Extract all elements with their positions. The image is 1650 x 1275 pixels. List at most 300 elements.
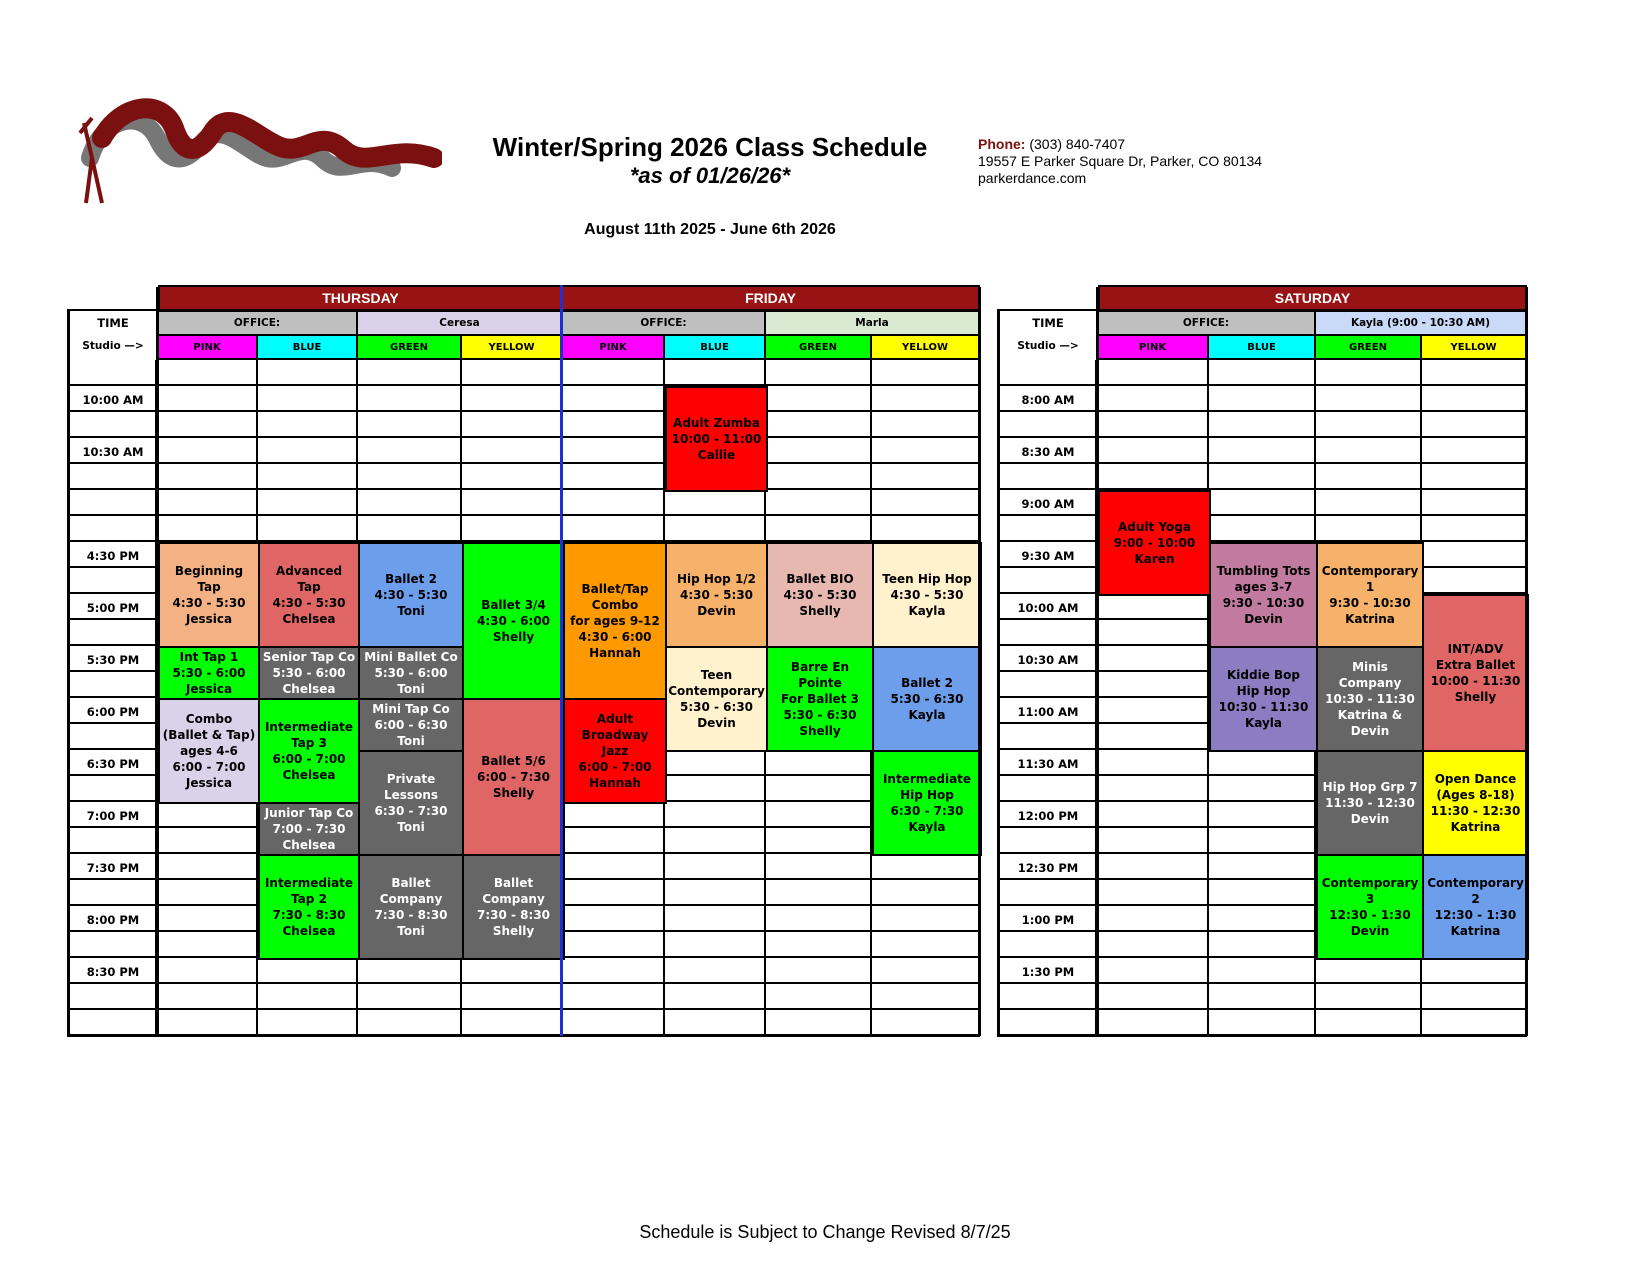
- class-block-text: [1320, 659, 1420, 739]
- class-line: Hip Hop Grp 7: [1322, 780, 1418, 794]
- schedule-slot: [872, 1010, 980, 1036]
- schedule-slot: [358, 438, 462, 464]
- time-row-cell: [998, 1010, 1098, 1036]
- schedule-slot: [665, 958, 766, 984]
- office-person-friday: Marla: [766, 310, 980, 336]
- time-label: 7:30 PM: [86, 861, 140, 875]
- class-block[interactable]: [358, 646, 464, 700]
- schedule-slot: [665, 880, 766, 906]
- class-line: Combo: [185, 712, 233, 726]
- class-line: Intermediate: [264, 876, 354, 890]
- class-block[interactable]: [1316, 646, 1424, 752]
- schedule-slot: [872, 360, 980, 386]
- schedule-slot: [462, 984, 563, 1010]
- class-block[interactable]: [665, 542, 768, 648]
- class-line: ages 3-7: [1234, 580, 1293, 594]
- class-line: Ballet 5/6: [481, 754, 546, 768]
- class-line: Katrina: [1450, 820, 1501, 834]
- class-line: Ballet 3/4: [481, 598, 546, 612]
- schedule-slot: [1098, 984, 1209, 1010]
- class-block-text: [1431, 641, 1521, 705]
- studio-yellow-header: YELLOW: [1422, 336, 1527, 360]
- time-label: 10:30 AM: [1017, 653, 1079, 667]
- class-line: Devin: [1350, 924, 1390, 938]
- time-row-cell: [998, 620, 1098, 646]
- class-line: Private Lessons: [384, 772, 438, 802]
- class-line: 12:30 - 1:30: [1329, 908, 1411, 922]
- schedule-slot: [358, 360, 462, 386]
- class-block-text: [567, 711, 663, 791]
- time-row-cell: [68, 776, 158, 802]
- class-line: 5:30 - 6:00: [272, 666, 346, 680]
- time-label: 5:00 PM: [86, 601, 140, 615]
- class-block[interactable]: [1209, 646, 1318, 752]
- class-block[interactable]: [1422, 594, 1529, 752]
- time-label: 6:30 PM: [86, 757, 140, 771]
- schedule-slot: [1209, 412, 1316, 438]
- class-line: Shelly: [799, 724, 841, 738]
- class-block[interactable]: [1098, 490, 1211, 596]
- class-line: Kayla: [908, 604, 946, 618]
- schedule-slot: [872, 438, 980, 464]
- class-block[interactable]: [258, 802, 360, 856]
- class-block[interactable]: [872, 646, 982, 752]
- time-label: 10:30 AM: [82, 445, 144, 459]
- class-line: Contemporary 2: [1427, 876, 1524, 906]
- time-row-cell: [998, 932, 1098, 958]
- class-line: 9:30 - 10:30: [1222, 596, 1305, 610]
- grid-left-border: [997, 310, 1000, 1036]
- class-block[interactable]: [358, 750, 464, 856]
- class-line: Shelly: [492, 630, 535, 644]
- schedule-slot: [1098, 854, 1209, 880]
- day-header-thursday: THURSDAY: [158, 285, 563, 311]
- class-line: Ballet BIO: [786, 572, 854, 586]
- schedule-title: Winter/Spring 2026 Class Schedule: [492, 132, 928, 162]
- class-line: 11:30 - 12:30: [1430, 804, 1521, 818]
- time-label: 10:00 AM: [1017, 601, 1079, 615]
- schedule-slot: [1209, 464, 1316, 490]
- class-block[interactable]: [1316, 750, 1424, 856]
- schedule-slot: [158, 854, 258, 880]
- schedule-slot: [665, 516, 766, 542]
- class-line: ages 4-6: [180, 744, 238, 758]
- schedule-slot: [1098, 750, 1209, 776]
- schedule-slot: [766, 412, 872, 438]
- class-line: 6:30 - 7:30: [374, 804, 448, 818]
- class-block[interactable]: [462, 698, 565, 856]
- class-block-text: [1320, 875, 1420, 939]
- schedule-slot: [1098, 932, 1209, 958]
- class-block-text: [364, 649, 457, 697]
- class-line: Shelly: [1454, 690, 1497, 704]
- schedule-slot: [563, 958, 665, 984]
- schedule-footer-note: Schedule is Subject to Change Revised 8/7/25: [639, 1222, 1011, 1242]
- schedule-slot: [158, 932, 258, 958]
- schedule-slot: [1209, 386, 1316, 412]
- schedule-slot: [1098, 646, 1209, 672]
- class-line: Tap: [197, 580, 221, 594]
- schedule-slot: [665, 776, 766, 802]
- schedule-slot: [1422, 568, 1527, 594]
- schedule-slot: [358, 412, 462, 438]
- schedule-slot: [1209, 776, 1316, 802]
- class-block-text: [570, 581, 660, 661]
- schedule-slot: [258, 360, 358, 386]
- schedule-slot: [462, 958, 563, 984]
- schedule-slot: [563, 906, 665, 932]
- class-line: for ages 9-12: [570, 614, 660, 628]
- class-line: 4:30 - 5:30: [172, 596, 246, 610]
- schedule-slot: [158, 958, 258, 984]
- class-line: Intermediate: [264, 720, 354, 734]
- schedule-slot: [1316, 490, 1422, 516]
- class-line: Katrina & Devin: [1337, 708, 1403, 738]
- class-block[interactable]: [872, 750, 982, 856]
- schedule-slot: [1422, 490, 1527, 516]
- class-line: Senior Tap Co: [262, 650, 356, 664]
- class-block-text: [272, 563, 345, 627]
- schedule-slot: [1316, 1010, 1422, 1036]
- schedule-slot: [1316, 412, 1422, 438]
- office-label-thursday: OFFICE:: [158, 310, 358, 336]
- schedule-slot: [1422, 1010, 1527, 1036]
- class-line: 5:30 - 6:30: [783, 708, 857, 722]
- class-block[interactable]: [563, 698, 667, 804]
- class-line: Minis: [1352, 660, 1388, 674]
- studio-logo: [62, 98, 442, 216]
- class-block[interactable]: [462, 542, 565, 700]
- class-block[interactable]: [258, 542, 360, 648]
- class-block-text: [783, 571, 856, 619]
- class-line: 7:30 - 8:30: [374, 908, 448, 922]
- class-block[interactable]: [462, 854, 565, 960]
- class-line: 12:30 - 1:30: [1434, 908, 1517, 922]
- class-block-text: [1426, 875, 1525, 939]
- schedule-slot: [766, 828, 872, 854]
- time-row-cell: [998, 464, 1098, 490]
- schedule-slot: [1316, 386, 1422, 412]
- schedule-slot: [1209, 516, 1316, 542]
- class-line: Barre En Pointe: [790, 660, 850, 690]
- class-block-text: [263, 649, 355, 697]
- schedule-slot: [1209, 958, 1316, 984]
- class-block[interactable]: [1422, 854, 1529, 960]
- class-block[interactable]: [1316, 542, 1424, 648]
- schedule-slot: [358, 490, 462, 516]
- time-label: 12:30 PM: [1017, 861, 1079, 875]
- class-block[interactable]: [258, 646, 360, 700]
- phone-label: Phone:: [978, 136, 1026, 152]
- schedule-slot: [872, 984, 980, 1010]
- schedule-slot: [358, 1010, 462, 1036]
- class-line: Teen: [700, 668, 733, 682]
- schedule-slot: [766, 932, 872, 958]
- class-line: Hip Hop: [900, 788, 954, 802]
- class-line: 4:30 - 5:30: [374, 588, 448, 602]
- schedule-slot: [1098, 802, 1209, 828]
- time-row-cell: [998, 516, 1098, 542]
- class-line: 4:30 - 6:00: [476, 614, 551, 628]
- schedule-slot: [766, 750, 872, 776]
- schedule-slot: [158, 490, 258, 516]
- studio-pink-header: PINK: [158, 336, 258, 360]
- schedule-slot: [1422, 386, 1527, 412]
- class-block-text: [362, 771, 460, 835]
- time-row-cell: [68, 516, 158, 542]
- class-block[interactable]: [665, 646, 768, 752]
- class-block[interactable]: [158, 646, 260, 700]
- schedule-slot: [358, 464, 462, 490]
- class-line: Jessica: [185, 776, 233, 790]
- schedule-slot: [1098, 412, 1209, 438]
- class-block-text: [672, 415, 762, 463]
- class-block[interactable]: [358, 698, 464, 752]
- schedule-slot: [258, 984, 358, 1010]
- schedule-slot: [158, 828, 258, 854]
- class-line: Company: [1338, 676, 1402, 690]
- class-line: 10:30 - 11:30: [1218, 700, 1309, 714]
- time-row-cell: [998, 360, 1098, 386]
- schedule-slot: [766, 906, 872, 932]
- time-label: 11:00 AM: [1017, 705, 1079, 719]
- class-line: Kayla: [908, 820, 946, 834]
- schedule-slot: [563, 854, 665, 880]
- schedule-slot: [158, 360, 258, 386]
- class-line: Shelly: [492, 786, 535, 800]
- class-block-text: [265, 805, 354, 853]
- class-line: 6:00 - 7:00: [272, 752, 346, 766]
- time-label: 1:00 PM: [1021, 913, 1075, 927]
- class-line: Combo: [591, 598, 639, 612]
- schedule-slot: [665, 984, 766, 1010]
- schedule-slot: [462, 464, 563, 490]
- time-row-cell: [998, 568, 1098, 594]
- time-row-cell: [68, 724, 158, 750]
- schedule-slot: [1209, 906, 1316, 932]
- schedule-slot: [1316, 464, 1422, 490]
- class-line: Teen Hip Hop: [882, 572, 972, 586]
- class-line: Ballet 2: [901, 676, 953, 690]
- class-block-text: [890, 675, 963, 723]
- schedule-slot: [766, 464, 872, 490]
- schedule-slot: [462, 412, 563, 438]
- schedule-slot: [563, 386, 665, 412]
- schedule-slot: [158, 1010, 258, 1036]
- time-row-cell: [998, 776, 1098, 802]
- time-row-cell: [998, 880, 1098, 906]
- office-person-saturday: Kayla (9:00 - 10:30 AM): [1316, 310, 1527, 336]
- schedule-slot: [258, 386, 358, 412]
- class-block[interactable]: [358, 854, 464, 960]
- day-header-friday: FRIDAY: [561, 285, 980, 311]
- class-line: Callie: [697, 448, 736, 462]
- time-row-cell: [998, 724, 1098, 750]
- class-line: Jessica: [185, 612, 233, 626]
- schedule-slot: [766, 1010, 872, 1036]
- time-label: 12:00 PM: [1017, 809, 1079, 823]
- class-line: 5:30 - 6:00: [374, 666, 448, 680]
- schedule-slot: [665, 828, 766, 854]
- class-block[interactable]: [563, 542, 667, 700]
- schedule-slot: [563, 490, 665, 516]
- class-line: Karen: [1134, 552, 1175, 566]
- schedule-slot: [462, 490, 563, 516]
- class-block-text: [172, 563, 245, 627]
- time-label: 6:00 PM: [86, 705, 140, 719]
- schedule-slot: [462, 1010, 563, 1036]
- address: 19557 E Parker Square Dr, Parker, CO 80134: [978, 153, 1263, 169]
- class-line: Hannah: [589, 776, 641, 790]
- schedule-slot: [158, 464, 258, 490]
- grid-bottom-border: [997, 1034, 1527, 1037]
- time-label: 8:30 PM: [86, 965, 140, 979]
- day-header-saturday: SATURDAY: [1098, 285, 1527, 311]
- studio-header-label: Studio —>: [1017, 340, 1079, 352]
- class-block-text: [374, 571, 447, 619]
- class-line: 4:30 - 5:30: [679, 588, 754, 602]
- class-line: Ballet Company: [482, 876, 545, 906]
- schedule-slot: [1422, 984, 1527, 1010]
- class-line: Intermediate: [882, 772, 972, 786]
- class-line: Ballet 2: [385, 572, 437, 586]
- class-block[interactable]: [665, 386, 768, 492]
- schedule-slot: [563, 828, 665, 854]
- class-line: 10:00 - 11:00: [671, 432, 762, 446]
- class-line: 7:30 - 8:30: [476, 908, 551, 922]
- schedule-slot: [766, 802, 872, 828]
- schedule-slot: [872, 386, 980, 412]
- schedule-slot: [1422, 412, 1527, 438]
- time-row-cell: [68, 568, 158, 594]
- class-line: Mini Tap Co: [372, 702, 450, 716]
- class-line: 6:00 - 7:30: [476, 770, 551, 784]
- schedule-slot: [1098, 1010, 1209, 1036]
- studio-blue-header: BLUE: [1209, 336, 1316, 360]
- class-block-text: [883, 771, 971, 835]
- schedule-slot: [1098, 594, 1209, 620]
- time-label: 7:00 PM: [86, 809, 140, 823]
- class-block[interactable]: [158, 542, 260, 648]
- schedule-slot: [872, 958, 980, 984]
- studio-blue-header: BLUE: [258, 336, 358, 360]
- class-line: Kayla: [1244, 716, 1283, 730]
- class-block-text: [1320, 563, 1420, 627]
- time-row-cell: [68, 984, 158, 1010]
- time-header-label: TIME: [1032, 316, 1064, 330]
- schedule-slot: [1209, 984, 1316, 1010]
- class-block[interactable]: [1316, 854, 1424, 960]
- schedule-slot: [1098, 360, 1209, 386]
- grid-right-border: [978, 287, 981, 1036]
- class-line: Extra Ballet: [1435, 658, 1516, 672]
- schedule-slot: [1098, 438, 1209, 464]
- class-block-text: [770, 659, 870, 739]
- class-block-text: [265, 875, 353, 939]
- schedule-as-of-date: *as of 01/26/26*: [629, 163, 791, 188]
- session-break-line: [158, 514, 980, 516]
- schedule-slot: [1422, 958, 1527, 984]
- schedule-slot: [1316, 438, 1422, 464]
- class-block[interactable]: [358, 542, 464, 648]
- schedule-slot: [1209, 802, 1316, 828]
- schedule-slot: [872, 932, 980, 958]
- schedule-slot: [1098, 906, 1209, 932]
- class-block[interactable]: [258, 854, 360, 960]
- schedule-slot: [158, 802, 258, 828]
- time-label: 8:30 AM: [1021, 445, 1075, 459]
- class-block[interactable]: [872, 542, 982, 648]
- schedule-slot: [766, 854, 872, 880]
- schedule-slot: [563, 802, 665, 828]
- class-line: For Ballet 3: [781, 692, 859, 706]
- class-line: Junior Tap Co: [264, 806, 354, 820]
- class-block-text: [1114, 519, 1195, 567]
- class-block[interactable]: [766, 542, 874, 648]
- class-line: Shelly: [799, 604, 841, 618]
- class-line: Mini Ballet Co: [364, 650, 458, 664]
- class-line: Tap: [297, 580, 321, 594]
- schedule-slot: [1209, 438, 1316, 464]
- class-block[interactable]: [766, 646, 874, 752]
- class-block-text: [362, 875, 460, 939]
- class-line: Chelsea: [282, 838, 336, 852]
- class-line: 4:30 - 6:00: [578, 630, 652, 644]
- schedule-slot: [158, 438, 258, 464]
- schedule-slot: [1316, 516, 1422, 542]
- schedule-slot: [1316, 360, 1422, 386]
- class-block[interactable]: [158, 698, 260, 804]
- studio-green-header: GREEN: [766, 336, 872, 360]
- time-label: 9:00 AM: [1021, 497, 1075, 511]
- schedule-slot: [1422, 464, 1527, 490]
- class-line: Chelsea: [282, 612, 336, 626]
- schedule-slot: [1316, 984, 1422, 1010]
- schedule-slot: [462, 360, 563, 386]
- class-line: (Ages 8-18): [1436, 788, 1515, 802]
- time-label: 5:30 PM: [86, 653, 140, 667]
- time-row-cell: [68, 828, 158, 854]
- studio-header-label: Studio —>: [82, 340, 144, 352]
- schedule-slot: [872, 516, 980, 542]
- class-block[interactable]: [1209, 542, 1318, 648]
- time-label: 9:30 AM: [1021, 549, 1075, 563]
- schedule-slot: [665, 1010, 766, 1036]
- day-divider: [560, 285, 563, 1036]
- class-block-text: [882, 571, 971, 619]
- schedule-slot: [563, 932, 665, 958]
- class-block-text: [1217, 563, 1311, 627]
- class-line: 9:00 - 10:00: [1113, 536, 1196, 550]
- class-block[interactable]: [258, 698, 360, 804]
- schedule-slot: [1098, 464, 1209, 490]
- website-link[interactable]: parkerdance.com: [978, 170, 1087, 186]
- class-block-text: [477, 753, 550, 801]
- class-line: Chelsea: [282, 924, 336, 938]
- schedule-slot: [1098, 880, 1209, 906]
- class-block[interactable]: [1422, 750, 1529, 856]
- class-block-text: [1323, 779, 1418, 827]
- schedule-slot: [1209, 854, 1316, 880]
- schedule-slot: [1098, 672, 1209, 698]
- class-line: Toni: [397, 734, 425, 748]
- class-line: Contemporary 1: [1321, 564, 1419, 594]
- schedule-slot: [766, 516, 872, 542]
- schedule-slot: [1098, 698, 1209, 724]
- studio-blue-header: BLUE: [665, 336, 766, 360]
- class-line: Ballet/Tap: [581, 582, 649, 596]
- class-line: Adult Yoga: [1118, 520, 1191, 534]
